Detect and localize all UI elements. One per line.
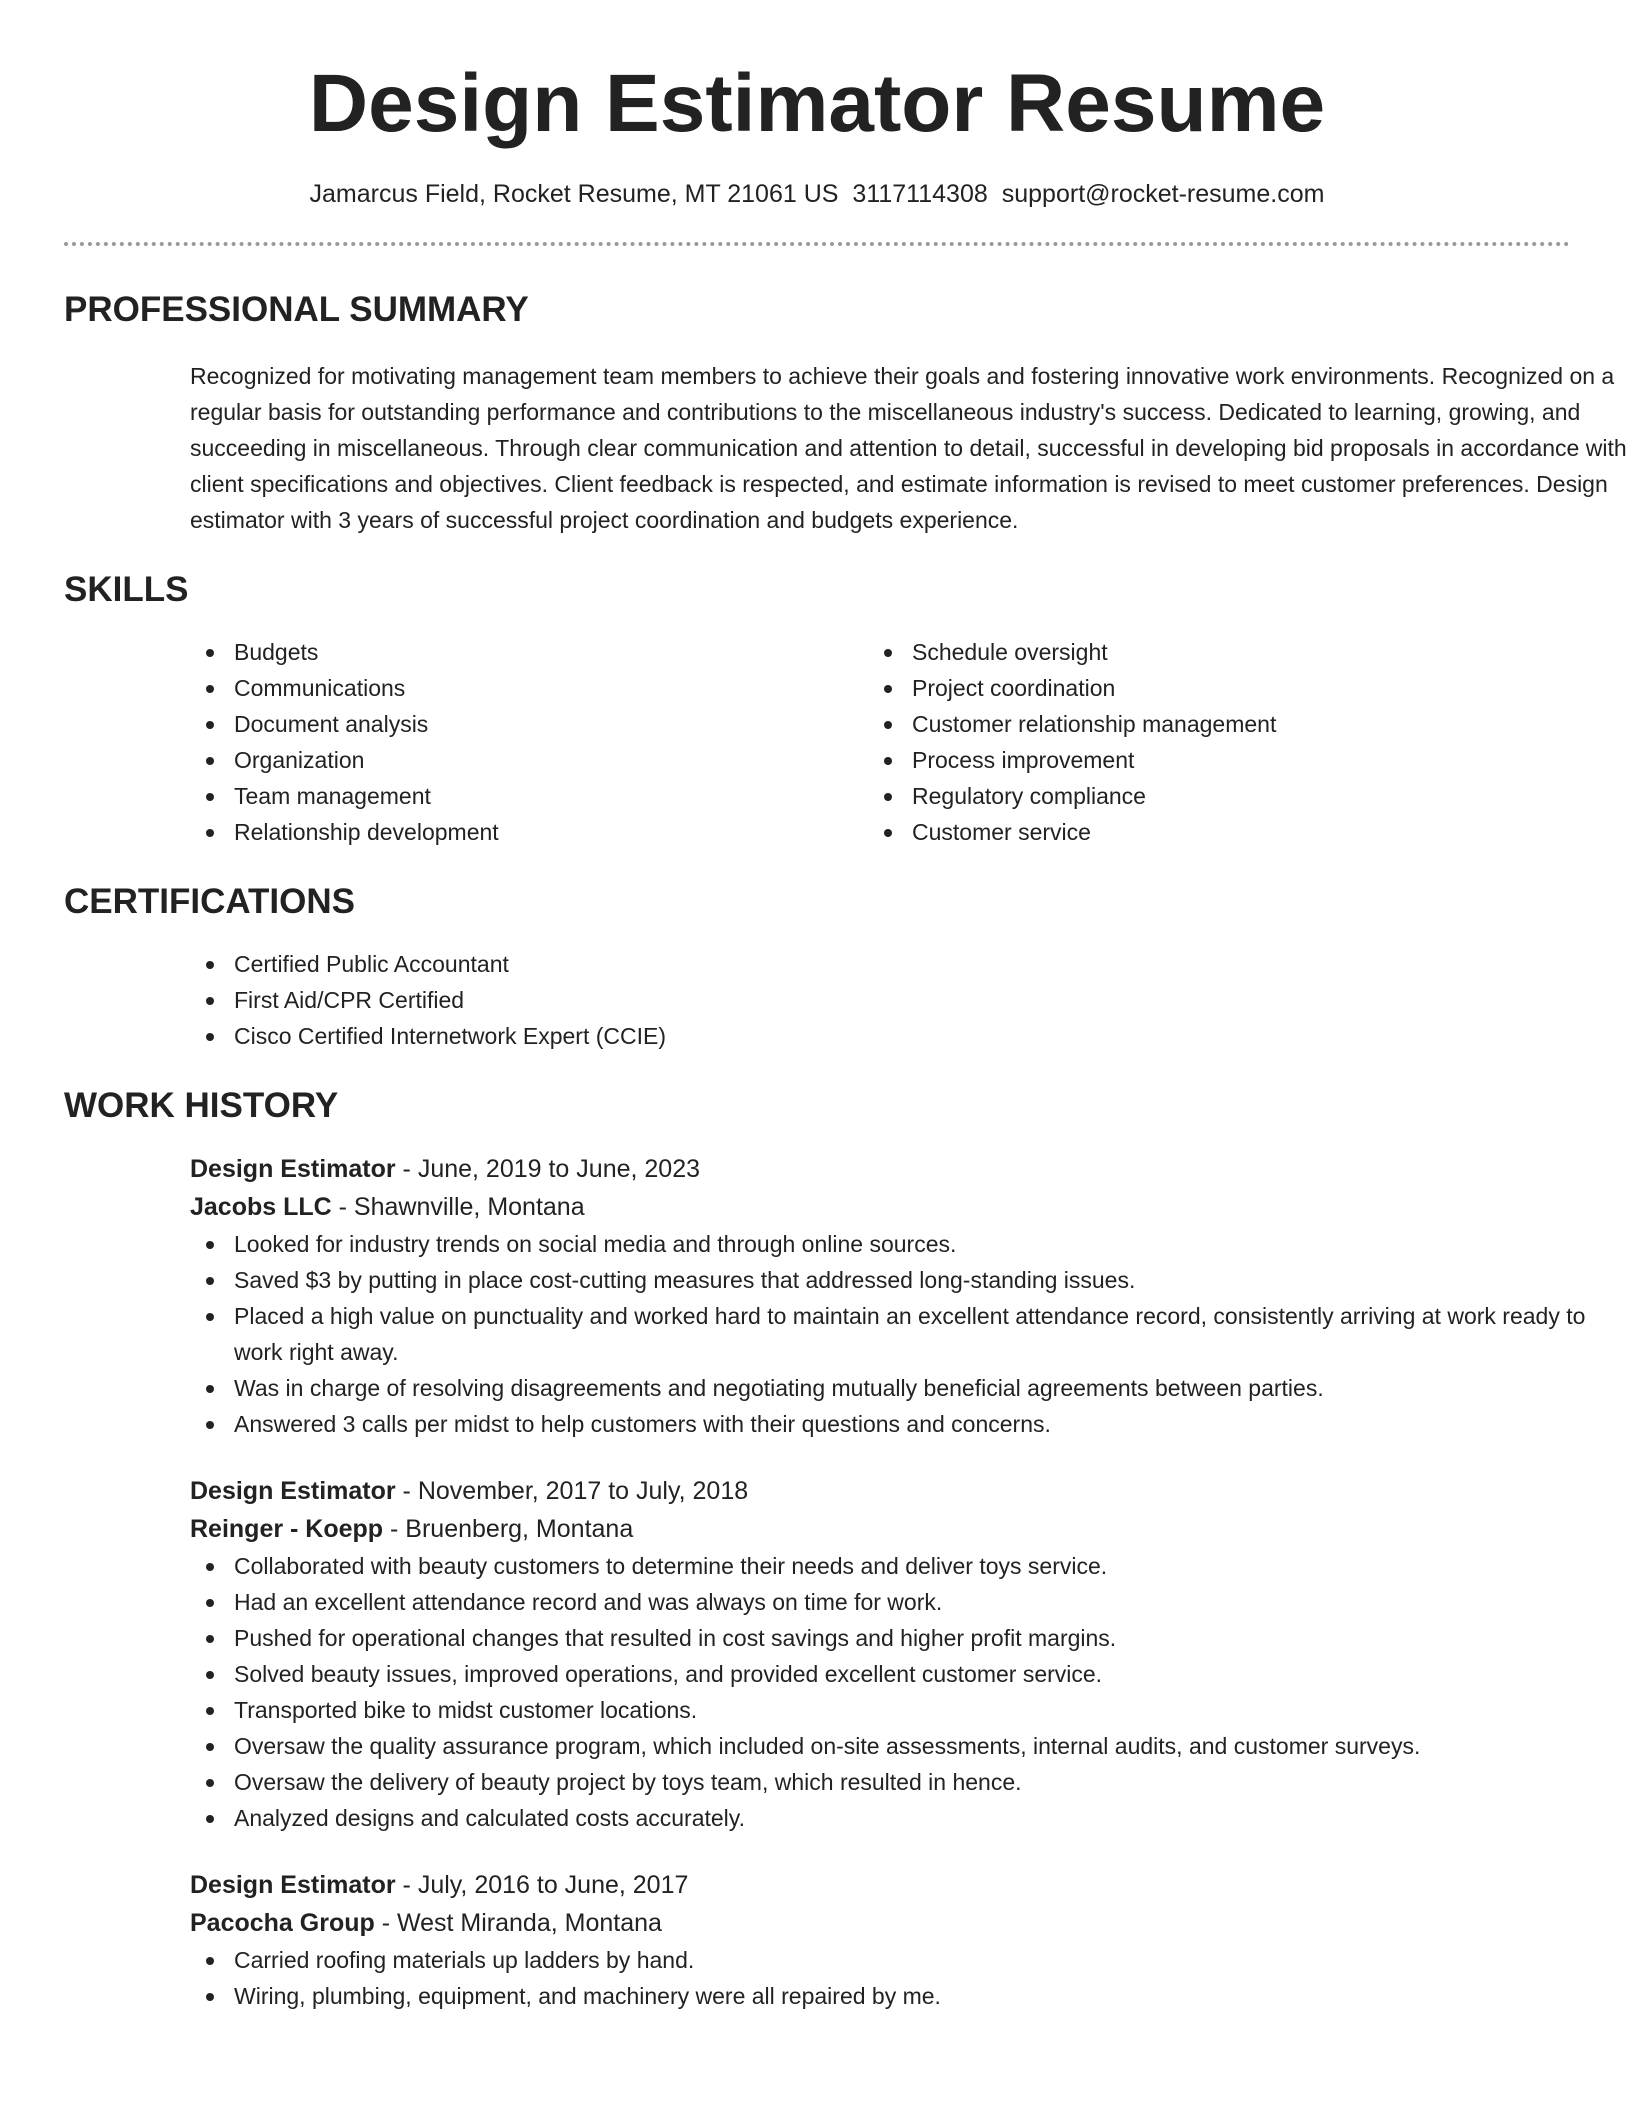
header-divider [64, 242, 1570, 246]
skill-item: Budgets [190, 634, 868, 670]
job-entry [190, 1150, 1586, 1442]
skill-item: Customer relationship management [868, 706, 1546, 742]
skill-item: Customer service [868, 814, 1546, 850]
job-duty: Placed a high value on punctuality and worked hard to maintain an excellent attendance record, consistently arriving at work ready to work right away. [190, 1298, 1630, 1370]
job-duty: Transported bike to midst customer locations. [190, 1692, 1630, 1728]
skills-column-left [190, 634, 868, 850]
skills-column-right [868, 634, 1546, 850]
job-entry [190, 1866, 1570, 2014]
skill-item: Organization [190, 742, 868, 778]
certification-item: Cisco Certified Internetwork Expert (CCIE) [190, 1018, 1570, 1054]
job-duty: Had an excellent attendance record and was always on time for work. [190, 1584, 1630, 1620]
contact-address: Jamarcus Field, Rocket Resume, MT 21061 US [309, 180, 839, 208]
summary-heading: PROFESSIONAL SUMMARY [64, 290, 529, 329]
skill-item: Document analysis [190, 706, 868, 742]
summary-text: Recognized for motivating management team members to achieve their goals and fostering innovative work environments. Recognized on a regular basis for outstanding performance and contributions to the miscellaneous industry's success. Dedicated to learning, growing, and succeeding in miscellaneous. Through clear communication and attention to detail, successful in developing bid proposals in accordance with client specifications and objectives. Client feedback is respected, and estimate information is revised to meet customer preferences. Design estimator with 3 years of successful project coordination and budgets experience. [190, 363, 1627, 533]
skills-list [190, 634, 1570, 850]
contact-email: support@rocket-resume.com [1001, 180, 1325, 208]
skill-item: Team management [190, 778, 868, 814]
certification-item: First Aid/CPR Certified [190, 982, 1570, 1018]
job-dates: - November, 2017 to July, 2018 [395, 1477, 749, 1505]
job-duty: Pushed for operational changes that resulted in cost savings and higher profit margins. [190, 1620, 1630, 1656]
job-title: Design Estimator [190, 1871, 396, 1899]
job-company-line [190, 1188, 1570, 1226]
job-duty: Was in charge of resolving disagreements and negotiating mutually beneficial agreements between parties. [190, 1370, 1630, 1406]
contact-line [64, 176, 1570, 212]
job-duties [190, 1942, 1630, 2014]
job-duty: Oversaw the delivery of beauty project by toys team, which resulted in hence. [190, 1764, 1630, 1800]
job-title-line [190, 1866, 1570, 1904]
job-company: Jacobs LLC [190, 1193, 332, 1221]
job-location: - Bruenberg, Montana [383, 1515, 634, 1543]
skill-item: Relationship development [190, 814, 868, 850]
skill-item: Process improvement [868, 742, 1546, 778]
job-duty: Analyzed designs and calculated costs accurately. [190, 1800, 1630, 1836]
job-dates: - July, 2016 to June, 2017 [395, 1871, 689, 1899]
certifications-list [190, 946, 1570, 1054]
job-title: Design Estimator [190, 1155, 396, 1183]
certifications-heading: CERTIFICATIONS [64, 882, 356, 921]
skills-heading: SKILLS [64, 570, 189, 609]
job-duty: Looked for industry trends on social media and through online sources. [190, 1226, 1630, 1262]
job-duty: Carried roofing materials up ladders by hand. [190, 1942, 1630, 1978]
job-title-line [190, 1150, 1570, 1188]
job-dates: - June, 2019 to June, 2023 [395, 1155, 701, 1183]
job-company-line [190, 1510, 1570, 1548]
skill-item: Communications [190, 670, 868, 706]
skill-item: Regulatory compliance [868, 778, 1546, 814]
job-duty: Collaborated with beauty customers to determine their needs and deliver toys service. [190, 1548, 1630, 1584]
job-duty: Solved beauty issues, improved operations, and provided excellent customer service. [190, 1656, 1630, 1692]
work-history-heading: WORK HISTORY [64, 1086, 339, 1125]
job-entry [190, 1472, 1570, 1836]
skill-item: Project coordination [868, 670, 1546, 706]
certification-item: Certified Public Accountant [190, 946, 1570, 982]
job-duty: Wiring, plumbing, equipment, and machinery were all repaired by me. [190, 1978, 1630, 2014]
job-title-line [190, 1472, 1570, 1510]
job-location: - Shawnville, Montana [331, 1193, 585, 1221]
job-company: Pacocha Group [190, 1909, 375, 1937]
contact-phone: 3117114308 [852, 180, 988, 208]
job-location: - West Miranda, Montana [374, 1909, 662, 1937]
job-duties [190, 1548, 1630, 1836]
job-duty: Oversaw the quality assurance program, which included on-site assessments, internal audits, and customer surveys. [190, 1728, 1630, 1764]
job-duties [190, 1226, 1630, 1442]
job-company: Reinger - Koepp [190, 1515, 384, 1543]
job-duty: Answered 3 calls per midst to help customers with their questions and concerns. [190, 1406, 1630, 1442]
page-title: Design Estimator Resume [308, 58, 1326, 149]
job-duty: Saved $3 by putting in place cost-cutting measures that addressed long-standing issues. [190, 1262, 1630, 1298]
skill-item: Schedule oversight [868, 634, 1546, 670]
job-title: Design Estimator [190, 1477, 396, 1505]
job-company-line [190, 1904, 1570, 1942]
